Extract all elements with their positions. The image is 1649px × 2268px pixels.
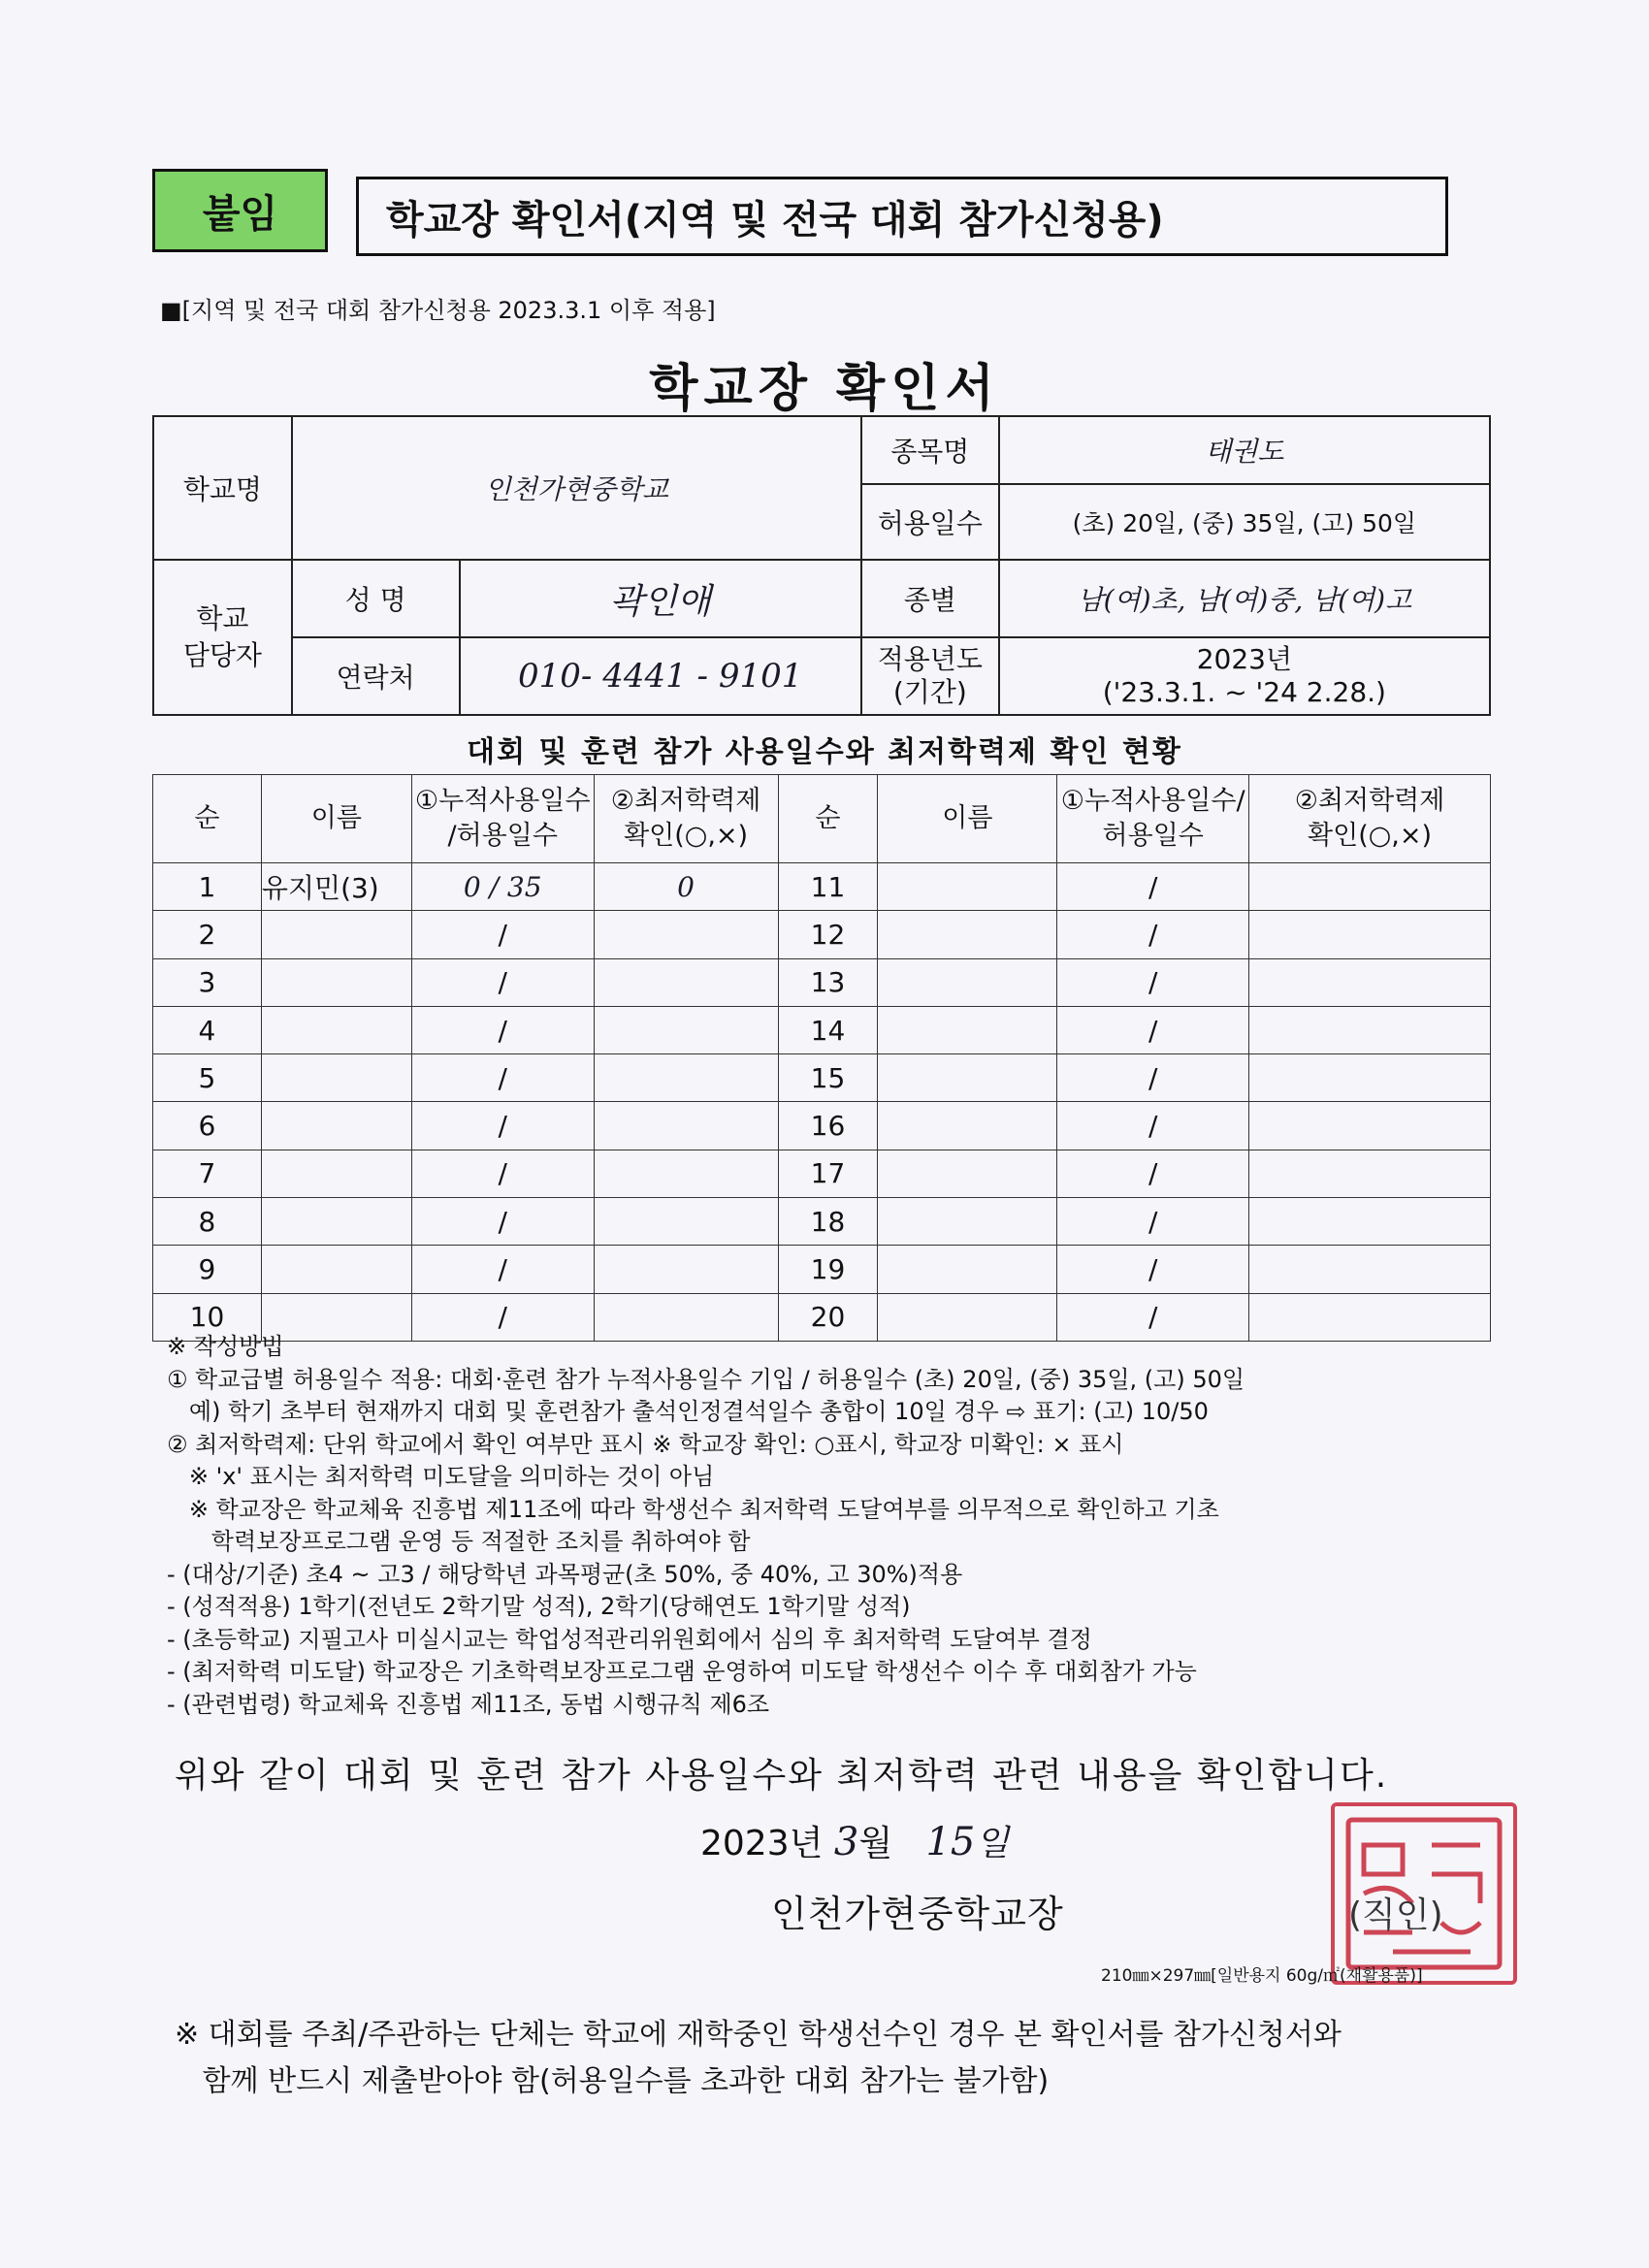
row-no: 10: [153, 1293, 262, 1341]
manager-name-value: 곽인애: [460, 560, 861, 637]
sport-value: 태권도: [999, 416, 1490, 484]
row-check-2: [1249, 1150, 1491, 1197]
guide-line: ② 최저학력제: 단위 학교에서 확인 여부만 표시 ※ 학교장 확인: ○표시, 학교장 미확인: × 표시: [167, 1430, 1124, 1458]
guide-line: ※ 작성방법: [167, 1333, 284, 1360]
guide-line: - (최저학력 미도달) 학교장은 기초학력보장프로그램 운영하여 미도달 학생선수 이수 후 대회참가 가능: [167, 1658, 1197, 1685]
row-no-2: 17: [778, 1150, 878, 1197]
date-month-unit: 월: [858, 1824, 893, 1863]
year-period: ('23.3.1. ~ '24 2.28.): [1102, 676, 1386, 708]
row-check-2: [1249, 1246, 1491, 1293]
row-no-2: 19: [778, 1246, 878, 1293]
guide-line: - (초등학교) 지필고사 미실시교는 학업성적관리위원회에서 심의 후 최저학력 도달여부 결정: [167, 1625, 1092, 1653]
row-no-2: 16: [778, 1102, 878, 1150]
status-row: [153, 1102, 1491, 1150]
row-days-2: /: [1057, 1054, 1249, 1102]
status-row: [153, 863, 1491, 911]
header-title: 학교장 확인서(지역 및 전국 대회 참가신청용): [356, 177, 1448, 256]
row-check: [594, 1198, 778, 1246]
name-label: 성 명: [292, 560, 460, 637]
row-days: /: [411, 1293, 594, 1341]
row-check-2: [1249, 1102, 1491, 1150]
row-days-2: /: [1057, 958, 1249, 1006]
guide-line: ※ 학교장은 학교체육 진흥법 제11조에 따라 학생선수 최저학력 도달여부를 의무적으로 확인하고 기초: [167, 1495, 1219, 1523]
year-cell: [999, 637, 1490, 715]
row-days-2: /: [1057, 1198, 1249, 1246]
status-row: [153, 1198, 1491, 1246]
row-days-2: /: [1057, 1246, 1249, 1293]
row-days-2: /: [1057, 911, 1249, 958]
attachment-badge: 붙임: [152, 169, 328, 252]
row-check: [594, 1246, 778, 1293]
row-no-2: 15: [778, 1054, 878, 1102]
row-check: [594, 1054, 778, 1102]
row-check: [594, 911, 778, 958]
row-days: /: [411, 911, 594, 958]
date-line: [700, 1816, 1009, 1865]
guide-line: - (대상/기준) 초4 ~ 고3 / 해당학년 과목평균(초 50%, 중 40%, 고 30%)적용: [167, 1560, 963, 1588]
document-title: 학교장 확인서: [649, 360, 1000, 418]
row-no-2: 13: [778, 958, 878, 1006]
row-check-2: [1249, 1054, 1491, 1102]
row-name-2: [878, 958, 1057, 1006]
row-days: /: [411, 958, 594, 1006]
header-no: 순: [153, 775, 262, 863]
date-day-unit: 일: [975, 1824, 1010, 1863]
row-no-2: 12: [778, 911, 878, 958]
row-check: [594, 1102, 778, 1150]
row-name-2: [878, 863, 1057, 911]
date-day: 15: [925, 1820, 976, 1864]
status-row: [153, 1054, 1491, 1102]
date-year: 2023년: [700, 1824, 824, 1863]
row-days-2: /: [1057, 1293, 1249, 1341]
school-name-label: 학교명: [153, 416, 292, 560]
guide-line: ① 학교급별 허용일수 적용: 대회·훈련 참가 누적사용일수 기입 / 허용일수 (초) 20일, (중) 35일, (고) 50일: [167, 1365, 1245, 1393]
allowed-days-label: 허용일수: [861, 484, 999, 560]
status-row: [153, 1006, 1491, 1053]
status-row: [153, 911, 1491, 958]
row-days-2: /: [1057, 1150, 1249, 1197]
row-name-2: [878, 1246, 1057, 1293]
confirm-statement: 위와 같이 대회 및 훈련 참가 사용일수와 최저학력 관련 내용을 확인합니다.: [175, 1756, 1389, 1796]
contact-value: 010- 4441 - 9101: [460, 637, 861, 715]
header-days: ①누적사용일수 /허용일수: [411, 775, 594, 863]
row-name: [261, 1054, 411, 1102]
seal-label: (직인): [1348, 1895, 1443, 1935]
guide-line: 예) 학기 초부터 현재까지 대회 및 훈련참가 출석인정결석일수 총합이 10일 경우 ⇨ 표기: (고) 10/50: [167, 1398, 1209, 1425]
row-no-2: 20: [778, 1293, 878, 1341]
header-name-2: 이름: [878, 775, 1057, 863]
status-table: [152, 774, 1491, 1342]
row-check-2: [1249, 863, 1491, 911]
row-no: 8: [153, 1198, 262, 1246]
row-days: /: [411, 1246, 594, 1293]
row-name-2: [878, 911, 1057, 958]
status-row: [153, 1246, 1491, 1293]
status-row: [153, 1150, 1491, 1197]
gender-value: 남(여)초, 남(여)중, 남(여)고: [999, 560, 1490, 637]
row-no: 7: [153, 1150, 262, 1197]
row-no: 1: [153, 863, 262, 911]
row-no: 3: [153, 958, 262, 1006]
row-days: /: [411, 1150, 594, 1197]
row-no: 5: [153, 1054, 262, 1102]
row-name-2: [878, 1054, 1057, 1102]
row-no-2: 18: [778, 1198, 878, 1246]
row-no: 6: [153, 1102, 262, 1150]
row-name: [261, 1102, 411, 1150]
row-check: [594, 1006, 778, 1053]
principal-name: 인천가현중학교장: [771, 1893, 1064, 1935]
row-name: [261, 958, 411, 1006]
row-check-2: [1249, 911, 1491, 958]
row-days: /: [411, 1102, 594, 1150]
row-check-2: [1249, 1006, 1491, 1053]
manager-label: 학교 담당자: [153, 560, 292, 715]
row-days: /: [411, 1054, 594, 1102]
school-info-table: [152, 415, 1491, 716]
row-name: 유지민(3): [261, 863, 411, 911]
year-label: 적용년도 (기간): [861, 637, 999, 715]
status-header-row: [153, 775, 1491, 863]
row-no-2: 11: [778, 863, 878, 911]
header-name: 이름: [261, 775, 411, 863]
guide-line: - (관련법령) 학교체육 진흥법 제11조, 동법 시행규칙 제6조: [167, 1690, 770, 1718]
apply-note: ■[지역 및 전국 대회 참가신청용 2023.3.1 이후 적용]: [160, 297, 716, 324]
row-name-2: [878, 1006, 1057, 1053]
header-check-2: ②최저학력제 확인(○,×): [1249, 775, 1491, 863]
row-name: [261, 911, 411, 958]
row-check-2: [1249, 958, 1491, 1006]
gender-label: 종별: [861, 560, 999, 637]
guide-line: 학력보장프로그램 운영 등 적절한 조치를 취하여야 함: [167, 1528, 751, 1555]
row-no: 4: [153, 1006, 262, 1053]
row-check: 0: [594, 863, 778, 911]
row-days: /: [411, 1006, 594, 1053]
footer-note: ※ 대회를 주최/주관하는 단체는 학교에 재학중인 학생선수인 경우 본 확인서를 참가신청서와 함께 반드시 제출받아야 함(허용일수를 초과한 대회 참가는 불가함): [175, 2018, 1342, 2098]
row-no: 9: [153, 1246, 262, 1293]
header-no-2: 순: [778, 775, 878, 863]
year-value: 2023년: [1196, 643, 1292, 675]
row-name: [261, 1150, 411, 1197]
row-name-2: [878, 1150, 1057, 1197]
row-days-2: /: [1057, 1102, 1249, 1150]
paper-spec: 210㎜×297㎜[일반용지 60g/㎡(재활용품)]: [1101, 1966, 1423, 1986]
row-no: 2: [153, 911, 262, 958]
row-check: [594, 958, 778, 1006]
status-title: 대회 및 훈련 참가 사용일수와 최저학력제 확인 현황: [467, 735, 1182, 769]
row-check-2: [1249, 1198, 1491, 1246]
sport-label: 종목명: [861, 416, 999, 484]
row-name-2: [878, 1102, 1057, 1150]
row-days-2: /: [1057, 1006, 1249, 1053]
row-check: [594, 1150, 778, 1197]
contact-label: 연락처: [292, 637, 460, 715]
guide-line: ※ 'x' 표시는 최저학력 미도달을 의미하는 것이 아님: [167, 1463, 715, 1490]
date-month: 3: [833, 1820, 859, 1864]
row-no-2: 14: [778, 1006, 878, 1053]
row-name: [261, 1198, 411, 1246]
row-days: /: [411, 1198, 594, 1246]
school-name-value: 인천가현중학교: [292, 416, 861, 560]
guide-line: - (성적적용) 1학기(전년도 2학기말 성적), 2학기(당해연도 1학기말 성적): [167, 1593, 911, 1620]
status-row: [153, 958, 1491, 1006]
row-name-2: [878, 1198, 1057, 1246]
row-days: 0 / 35: [411, 863, 594, 911]
header-check: ②최저학력제 확인(○,×): [594, 775, 778, 863]
header-days-2: ①누적사용일수/ 허용일수: [1057, 775, 1249, 863]
row-name: [261, 1246, 411, 1293]
row-name: [261, 1006, 411, 1053]
row-days-2: /: [1057, 863, 1249, 911]
writing-guide: [167, 1331, 1505, 1721]
allowed-days-value: (초) 20일, (중) 35일, (고) 50일: [999, 484, 1490, 560]
